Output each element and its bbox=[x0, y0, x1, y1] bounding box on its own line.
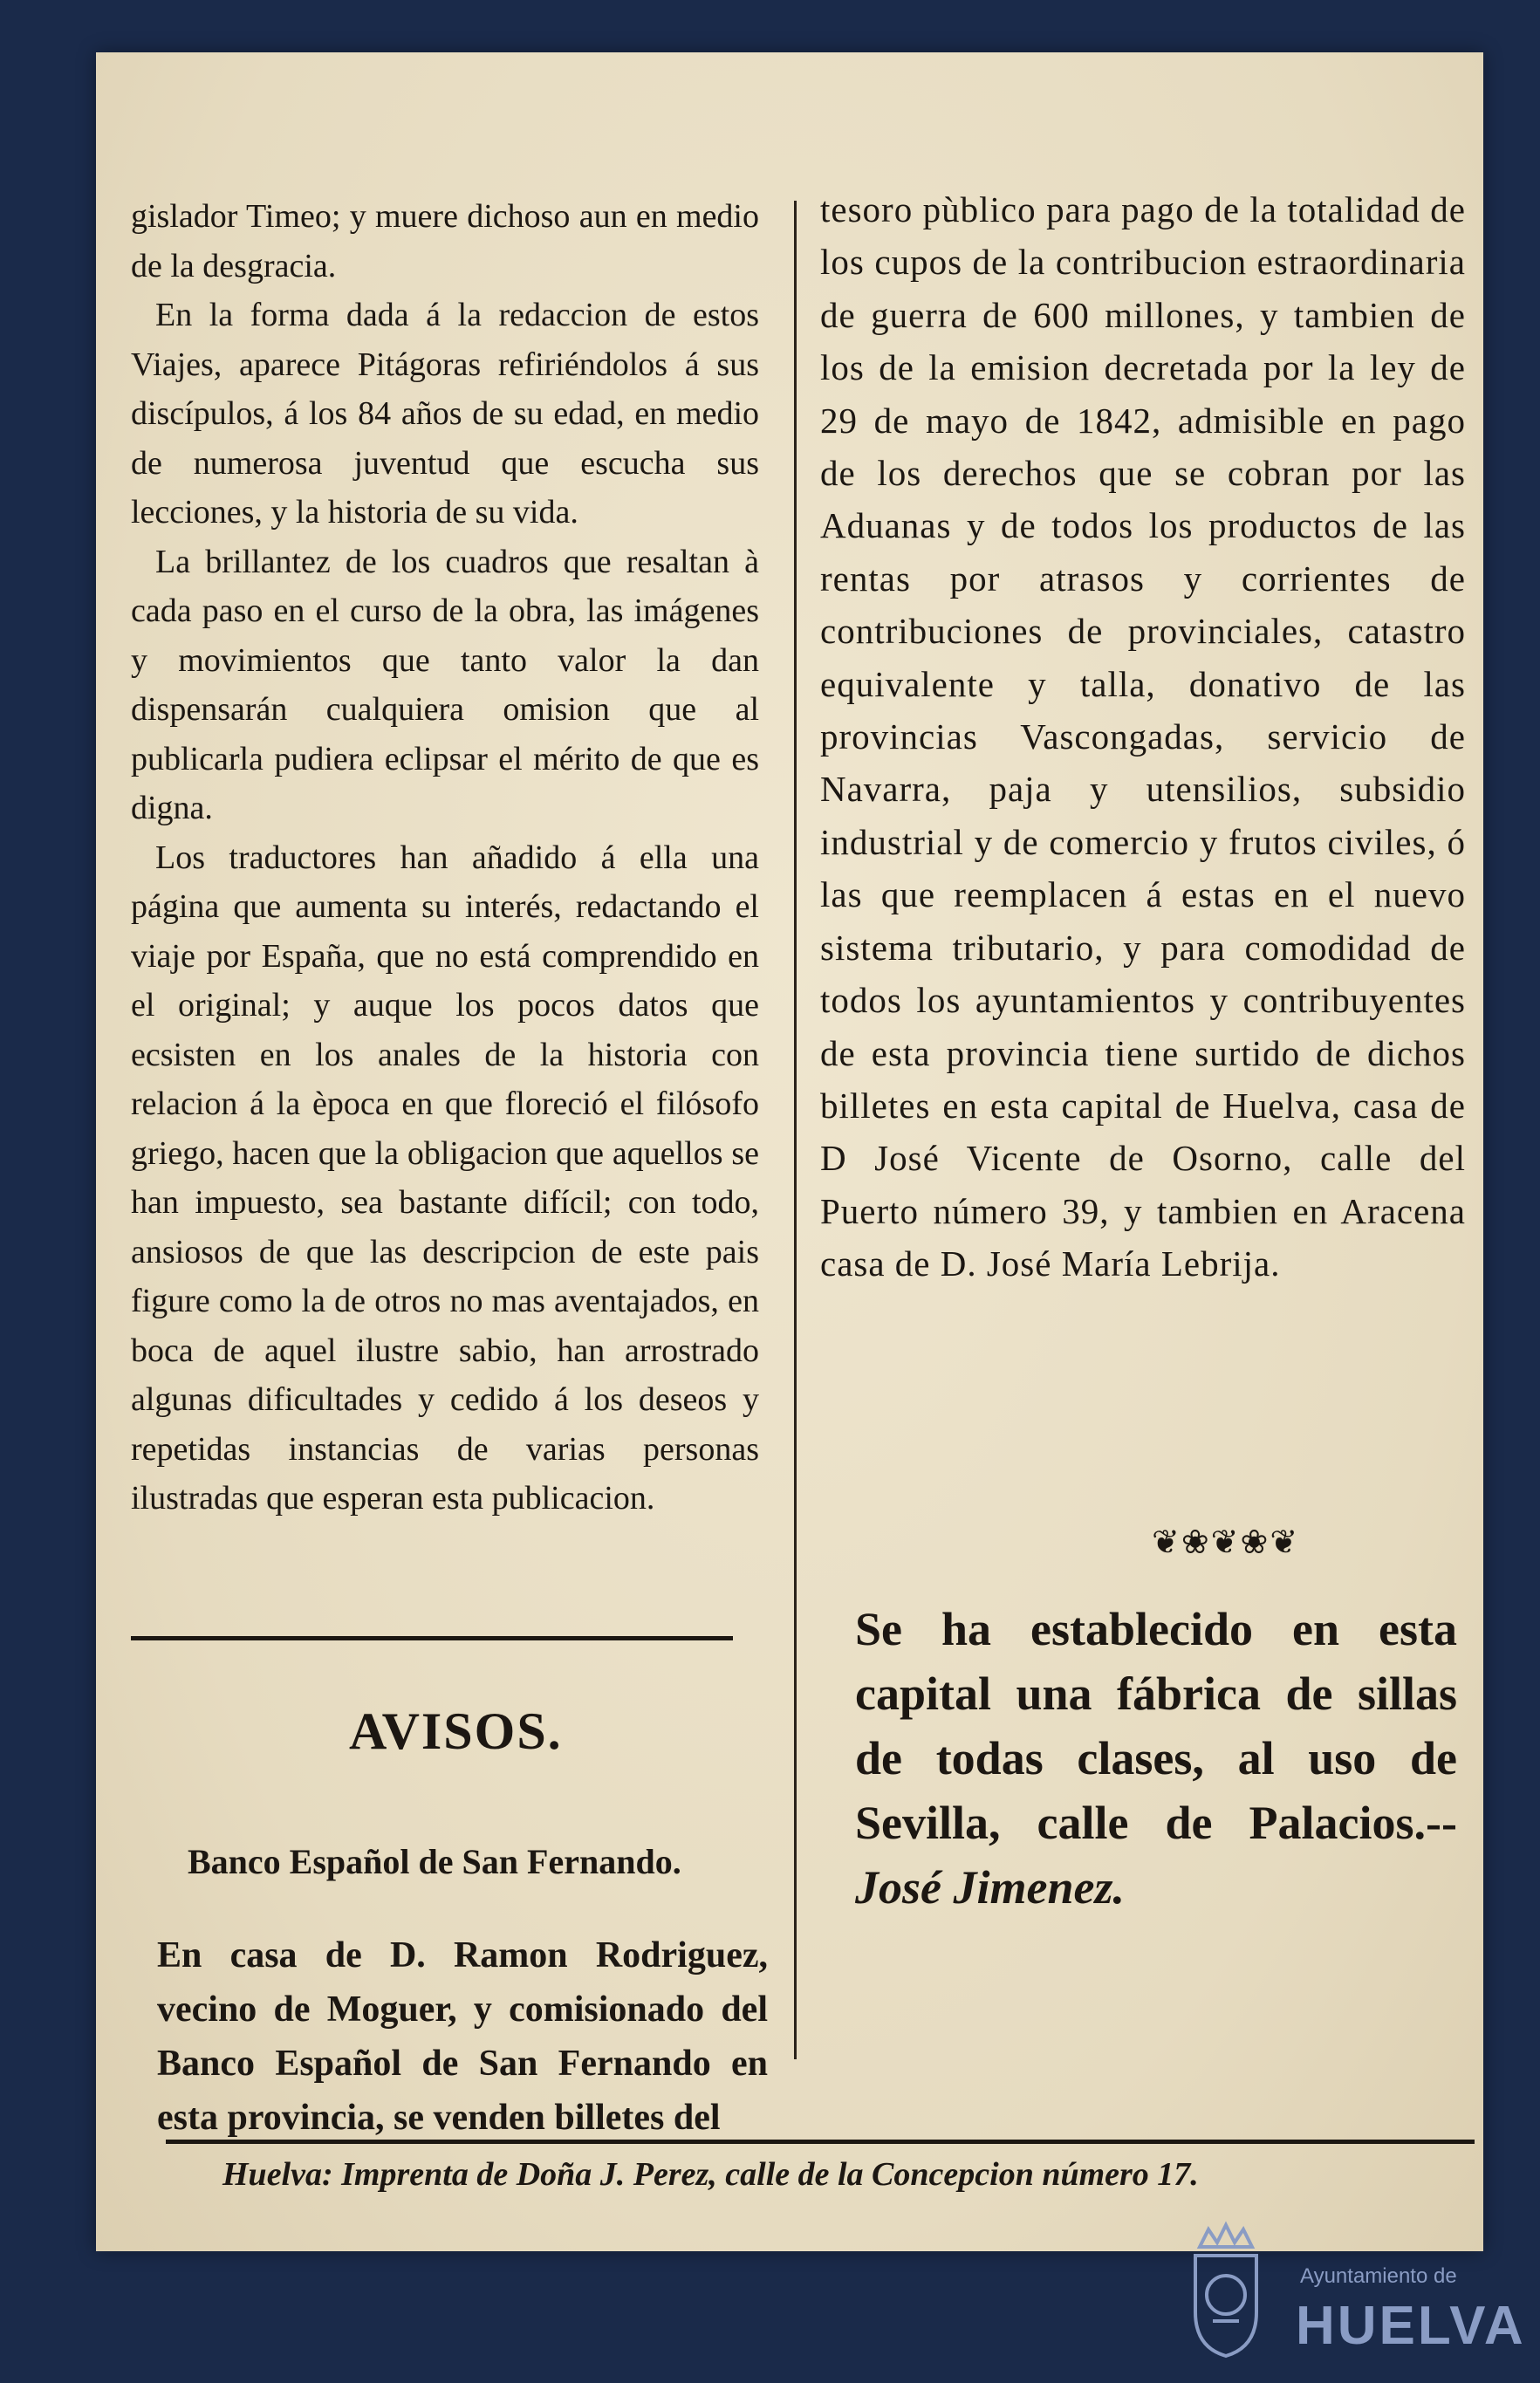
newspaper-page bbox=[96, 52, 1483, 2251]
banco-heading: Banco Español de San Fernando. bbox=[188, 1842, 681, 1881]
ornament-divider: ❦❀❦❀❦ bbox=[1152, 1523, 1300, 1561]
right-column-text: tesoro pùblico para pago de la totalidad de los cupos de la contribucion estraordinaria de guerra de 600 millones, y tambien de los de la emision decretada por la ley de 29 de mayo de 1842, admisible en pago de los derechos que se cobran por las Aduanas y de todos los productos de las rentas por atrasos y corrientes de contribuciones de provinciales, catastro equivalente y talla, donativo de las provincias Vascongadas, servicio de Navarra, paja y utensilios, subsidio industrial y de comercio y frutos civiles, ó las que reemplacen á estas en el nuevo sistema tributario, y para comodidad de todos los ayuntamientos y contribuyentes de esta provincia tiene surtido de dichos billetes en esta capital de Huelva, casa de D José Vicente de Osorno, calle del Puerto número 39, y tambien en Aracena casa de D. José María Lebrija. bbox=[820, 189, 1466, 1284]
section-rule bbox=[131, 1636, 733, 1640]
fabrica-text: Se ha establecido en esta capital una fábrica de sillas de todas clases, al uso de Sevilla, calle de Palacios.-- bbox=[855, 1603, 1457, 1849]
avisos-heading: AVISOS. bbox=[349, 1702, 563, 1760]
watermark-subtitle: Ayuntamiento de bbox=[1300, 2264, 1457, 2288]
bottom-rule bbox=[166, 2140, 1475, 2144]
fabrica-signature: José Jimenez. bbox=[855, 1861, 1125, 1914]
banco-notice: En casa de D. Ramon Rodriguez, vecino de Moguer, y comisionado del Banco Español de San Fernando en esta provincia, se venden billetes del bbox=[157, 1935, 768, 2138]
right-column bbox=[820, 183, 1466, 1291]
paragraph-1: gislador Timeo; y muere dichoso aun en medio de la desgracia. bbox=[131, 198, 759, 284]
imprint-line: Huelva: Imprenta de Doña J. Perez, calle de la Concepcion número 17. bbox=[222, 2156, 1199, 2193]
watermark bbox=[1182, 2216, 1526, 2365]
huelva-crest-icon bbox=[1182, 2216, 1270, 2360]
watermark-title: HUELVA bbox=[1296, 2296, 1526, 2356]
left-column bbox=[131, 192, 759, 1524]
paragraph-2: En la forma dada á la redaccion de estos Viajes, aparece Pitágoras refiriéndolos á sus discípulos, á los 84 años de su edad, en medio de numerosa juventud que escucha sus lecciones, y la historia de su vida. bbox=[131, 297, 759, 531]
paragraph-4: Los traductores han añadido á ella una página que aumenta su interés, redactando el viaje por España, que no está comprendido en el original; y auque los pocos datos que ecsisten en los anales de la historia con relacion á la època en que floreció el filósofo griego, hacen que la obligacion que aquellos se han impuesto, sea bastante difícil; con todo, ansiosos de que las descripcion de este pais figure como la de otros no mas aventajados, en boca de aquel ilustre sabio, han arrostrado algunas dificultades y cedido á los deseos y repetidas instancias de varias personas ilustradas que esperan esta publicacion. bbox=[131, 839, 759, 1517]
column-divider bbox=[794, 201, 797, 2059]
fabrica-notice bbox=[855, 1597, 1457, 1920]
paragraph-3: La brillantez de los cuadros que resaltan à cada paso en el curso de la obra, las imágenes y movimientos que tanto valor la dan dispensarán cualquiera omision que al publicarla pudiera eclipsar el mérito de que es digna. bbox=[131, 543, 759, 826]
